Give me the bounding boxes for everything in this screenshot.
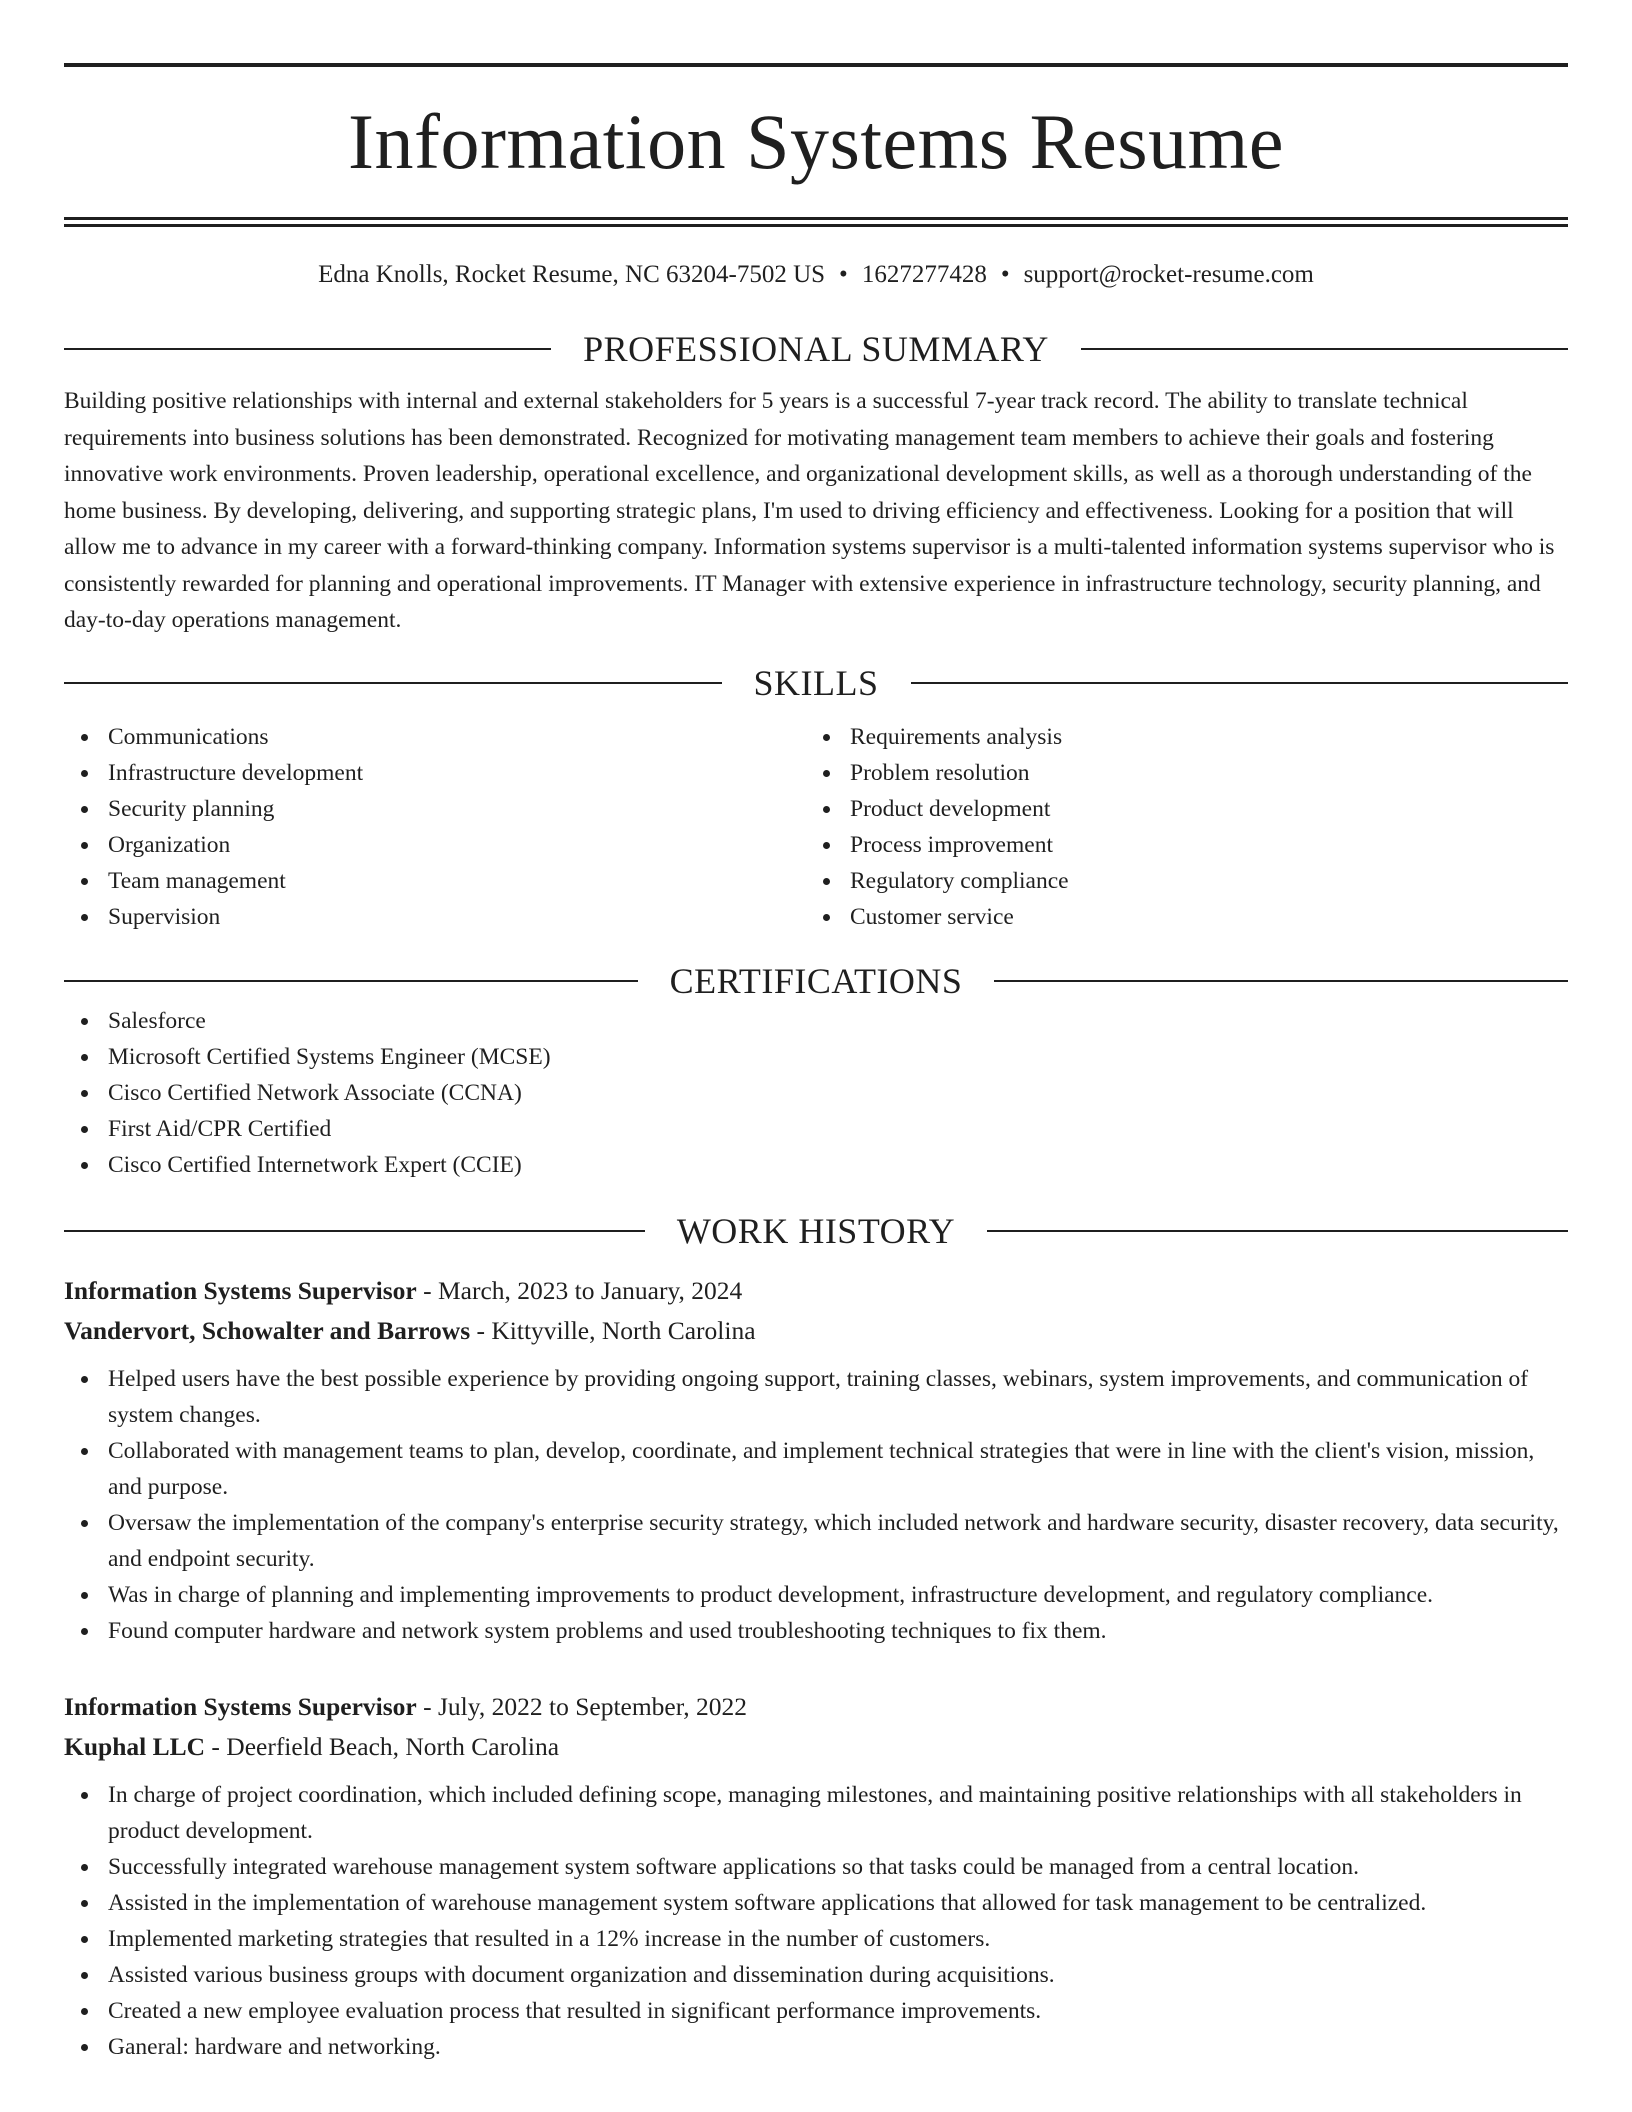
job-company: Vandervort, Schowalter and Barrows (64, 1315, 471, 1345)
skill-item: Security planning (64, 791, 806, 827)
job-bullet: Implemented marketing strategies that resulted in a 12% increase in the number of customers. (64, 1921, 1568, 1957)
skill-item: Regulatory compliance (806, 863, 1548, 899)
skills-column-left (64, 719, 806, 935)
contact-address: Edna Knolls, Rocket Resume, NC 63204-7502 US (318, 261, 826, 288)
job-location: - Kittyville, North Carolina (470, 1315, 756, 1345)
certification-item: Salesforce (64, 1003, 1568, 1039)
section-heading-skills (64, 661, 1568, 705)
heading-rule (987, 1230, 1568, 1232)
certification-item: Microsoft Certified Systems Engineer (MCSE) (64, 1039, 1568, 1075)
summary-text: Building positive relationships with internal and external stakeholders for 5 years is a successful 7-year track record. The ability to translate technical requirements into business solutions has been demonstrated. Recognized for motivating management team members to achieve their goals and fostering innovative work environments. Proven leadership, operational excellence, and organizational development skills, as well as a thorough understanding of the home business. By developing, delivering, and supporting strategic plans, I'm used to driving efficiency and effectiveness. Looking for a position that will allow me to advance in my career with a forward-thinking company. Information systems supervisor is a multi-talented information systems supervisor who is consistently rewarded for planning and operational improvements. IT Manager with extensive experience in infrastructure technology, security planning, and day-to-day operations management. (64, 388, 1555, 633)
certifications-list (64, 1003, 1568, 1183)
job-company-line (64, 1727, 1568, 1767)
certification-item: Cisco Certified Internetwork Expert (CCIE) (64, 1147, 1568, 1183)
section-title: WORK HISTORY (676, 1210, 956, 1251)
section-heading-summary (64, 327, 1568, 371)
heading-rule (994, 980, 1568, 982)
job-bullets (64, 1361, 1568, 1649)
skill-item: Infrastructure development (64, 755, 806, 791)
section-title: PROFESSIONAL SUMMARY (583, 329, 1049, 369)
skill-item: Process improvement (806, 827, 1548, 863)
job-bullet: Was in charge of planning and implementing improvements to product development, infrastructure development, and regulatory compliance. (64, 1577, 1568, 1613)
page-title: Information Systems Resume (348, 98, 1284, 185)
title-double-rule (64, 217, 1568, 227)
job-bullets (64, 1777, 1568, 2065)
skill-item: Product development (806, 791, 1548, 827)
job-bullet: Assisted various business groups with document organization and dissemination during acquisitions. (64, 1957, 1568, 1993)
skill-item: Team management (64, 863, 806, 899)
job-company-line (64, 1311, 1568, 1351)
skills-list (64, 719, 1568, 935)
job-bullet: Successfully integrated warehouse management system software applications so that tasks could be managed from a central location. (64, 1849, 1568, 1885)
job-bullet: Ganeral: hardware and networking. (64, 2029, 1568, 2065)
job-dates: - March, 2023 to January, 2024 (416, 1275, 743, 1305)
section-heading-work-history (64, 1209, 1568, 1253)
skill-item: Communications (64, 719, 806, 755)
skill-item: Requirements analysis (806, 719, 1548, 755)
certification-item: Cisco Certified Network Associate (CCNA) (64, 1075, 1568, 1111)
job-location: - Deerfield Beach, North Carolina (205, 1731, 560, 1761)
heading-rule (64, 1230, 645, 1232)
contact-email: support@rocket-resume.com (1023, 261, 1314, 288)
job-title-line (64, 1271, 1568, 1311)
contact-phone: 1627277428 (861, 261, 987, 288)
certification-item: First Aid/CPR Certified (64, 1111, 1568, 1147)
job-entry (64, 1687, 1568, 2065)
job-company: Kuphal LLC (64, 1731, 206, 1761)
job-bullet: Assisted in the implementation of warehouse management system software applications that allowed for task management to be centralized. (64, 1885, 1568, 1921)
job-bullet: In charge of project coordination, which included defining scope, managing milestones, and maintaining positive relationships with all stakeholders in product development. (64, 1777, 1568, 1849)
job-bullet: Helped users have the best possible experience by providing ongoing support, training classes, webinars, system improvements, and communication of system changes. (64, 1361, 1568, 1433)
skill-item: Supervision (64, 899, 806, 935)
job-entry (64, 1271, 1568, 1649)
heading-rule (64, 682, 722, 684)
job-title-line (64, 1687, 1568, 1727)
skill-item: Customer service (806, 899, 1548, 935)
job-bullet: Oversaw the implementation of the company's enterprise security strategy, which included network and hardware security, disaster recovery, data security, and endpoint security. (64, 1505, 1568, 1577)
job-title: Information Systems Supervisor (64, 1275, 417, 1305)
heading-rule (64, 980, 638, 982)
section-title: CERTIFICATIONS (669, 960, 963, 1001)
section-title: SKILLS (753, 662, 879, 703)
contact-separator: • (839, 261, 848, 288)
job-bullet: Created a new employee evaluation process that resulted in significant performance improvements. (64, 1993, 1568, 2029)
job-title: Information Systems Supervisor (64, 1691, 417, 1721)
skill-item: Organization (64, 827, 806, 863)
section-heading-certifications (64, 959, 1568, 1003)
heading-rule (64, 348, 551, 350)
heading-rule (1081, 348, 1568, 350)
job-bullet: Collaborated with management teams to plan, develop, coordinate, and implement technical strategies that were in line with the client's vision, mission, and purpose. (64, 1433, 1568, 1505)
skill-item: Problem resolution (806, 755, 1548, 791)
heading-rule (911, 682, 1569, 684)
resume-page (64, 0, 1568, 2065)
top-rule (64, 63, 1568, 67)
job-bullet: Found computer hardware and network system problems and used troubleshooting techniques to fix them. (64, 1613, 1568, 1649)
skills-column-right (806, 719, 1548, 935)
contact-line (64, 259, 1568, 291)
contact-separator: • (1000, 261, 1010, 288)
job-dates: - July, 2022 to September, 2022 (416, 1691, 747, 1721)
